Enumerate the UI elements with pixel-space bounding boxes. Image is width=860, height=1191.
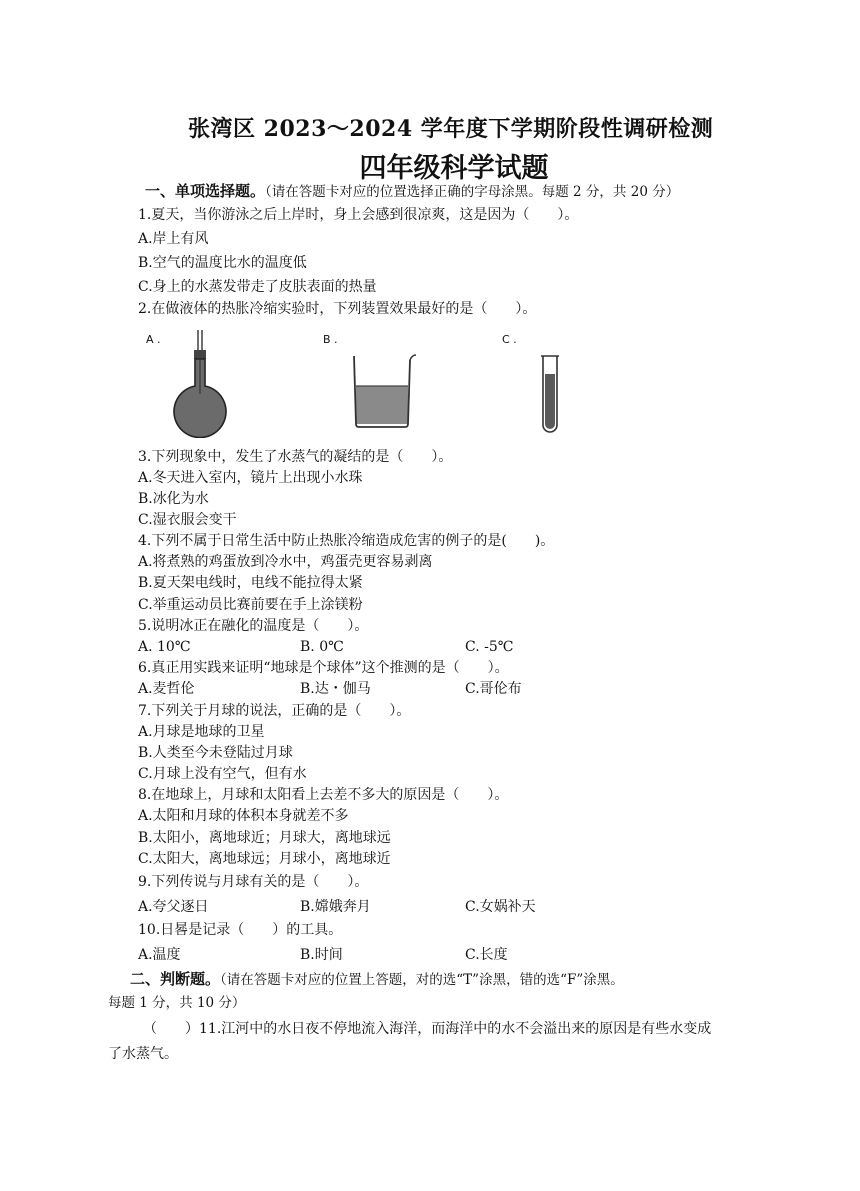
question-6-option-c: C.哥伦布	[465, 681, 522, 697]
question-8-option-c: C.太阳大，离地球远；月球小，离地球近	[138, 851, 391, 867]
test-tube-icon	[538, 352, 562, 436]
question-8-option-b: B.太阳小，离地球近；月球大，离地球远	[138, 830, 391, 846]
question-8-option-a: A.太阳和月球的体积本身就差不多	[138, 808, 349, 824]
section2-heading: 二、判断题。	[130, 970, 221, 988]
question-6-stem: 6.真正用实践来证明“地球是个球体”这个推测的是（ ）。	[138, 660, 509, 676]
section2-note-2: 每题 1 分，共 10 分）	[108, 995, 246, 1011]
question-6-options	[138, 680, 738, 698]
question-1-option-b: B.空气的温度比水的温度低	[138, 255, 307, 271]
exam-title: 张湾区 2023～2024 学年度下学期阶段性调研检测	[188, 116, 714, 142]
question-10-option-c: C.长度	[465, 947, 508, 963]
question-3-option-c: C.湿衣服会变干	[138, 512, 237, 528]
question-1-option-a: A.岸上有风	[138, 231, 209, 247]
exam-subtitle: 四年级科学试题	[359, 153, 549, 184]
question-6-option-b: B.达・伽马	[300, 681, 371, 697]
diagram-label-b: B .	[323, 333, 338, 346]
question-10-stem: 10.日晷是记录（ ）的工具。	[138, 922, 343, 938]
section2-heading-line	[130, 970, 624, 989]
question-1-stem: 1.夏天，当你游泳之后上岸时，身上会感到很凉爽，这是因为（ ）。	[138, 207, 579, 223]
question-9-options	[138, 898, 738, 916]
question-4-option-b: B.夏天架电线时，电线不能拉得太紧	[138, 575, 363, 591]
question-5-stem: 5.说明冰正在融化的温度是（ ）。	[138, 618, 369, 634]
question-9-option-b: B.嫦娥奔月	[300, 899, 371, 915]
diagram-label-a: A .	[146, 333, 161, 346]
question-1-option-c: C.身上的水蒸发带走了皮肤表面的热量	[138, 279, 377, 295]
question-7-stem: 7.下列关于月球的说法，正确的是（ ）。	[138, 703, 411, 719]
beaker-icon	[348, 350, 418, 430]
question-8-stem: 8.在地球上，月球和太阳看上去差不多大的原因是（ ）。	[138, 787, 509, 803]
question-7-option-b: B.人类至今未登陆过月球	[138, 745, 293, 761]
section2-note-1: （请在答题卡对应的位置上答题，对的选“T”涂黑，错的选“F”涂黑。	[220, 972, 624, 988]
question-6-option-a: A.麦哲伦	[138, 681, 195, 697]
question-3-option-a: A.冬天进入室内，镜片上出现小水珠	[138, 470, 363, 486]
question-5-option-c: C. -5℃	[465, 639, 514, 655]
question-10-options	[138, 946, 738, 964]
question-9-option-c: C.女娲补天	[465, 899, 536, 915]
question-2-stem: 2.在做液体的热胀冷缩实验时，下列装置效果最好的是（ ）。	[138, 301, 537, 317]
question-3-option-b: B.冰化为水	[138, 491, 209, 507]
flask-with-tube-icon	[165, 328, 235, 438]
question-5-option-a: A. 10℃	[138, 639, 191, 655]
question-7-option-a: A.月球是地球的卫星	[138, 724, 265, 740]
section1-heading-line	[145, 182, 679, 201]
diagram-label-c: C .	[502, 333, 517, 346]
question-9-option-a: A.夸父逐日	[138, 899, 209, 915]
question-4-option-c: C.举重运动员比赛前要在手上涂镁粉	[138, 597, 363, 613]
question-11-line-2: 了水蒸气。	[108, 1046, 178, 1062]
question-11-line-1: （ ）11.江河中的水日夜不停地流入海洋，而海洋中的水不会溢出来的原因是有些水变成	[143, 1021, 712, 1037]
question-7-option-c: C.月球上没有空气，但有水	[138, 766, 307, 782]
question-4-option-a: A.将煮熟的鸡蛋放到冷水中，鸡蛋壳更容易剥离	[138, 554, 433, 570]
question-5-options	[138, 638, 738, 656]
question-9-stem: 9.下列传说与月球有关的是（ ）。	[138, 874, 369, 890]
question-3-stem: 3.下列现象中，发生了水蒸气的凝结的是（ ）。	[138, 449, 453, 465]
question-10-option-a: A.温度	[138, 947, 181, 963]
question-10-option-b: B.时间	[300, 947, 343, 963]
question-5-option-b: B. 0℃	[300, 639, 344, 655]
section1-heading: 一、单项选择题。	[145, 182, 266, 200]
question-4-stem: 4.下列不属于日常生活中防止热胀冷缩造成危害的例子的是( )。	[138, 533, 555, 549]
section1-note: （请在答题卡对应的位置选择正确的字母涂黑。每题 2 分，共 20 分）	[265, 184, 680, 200]
